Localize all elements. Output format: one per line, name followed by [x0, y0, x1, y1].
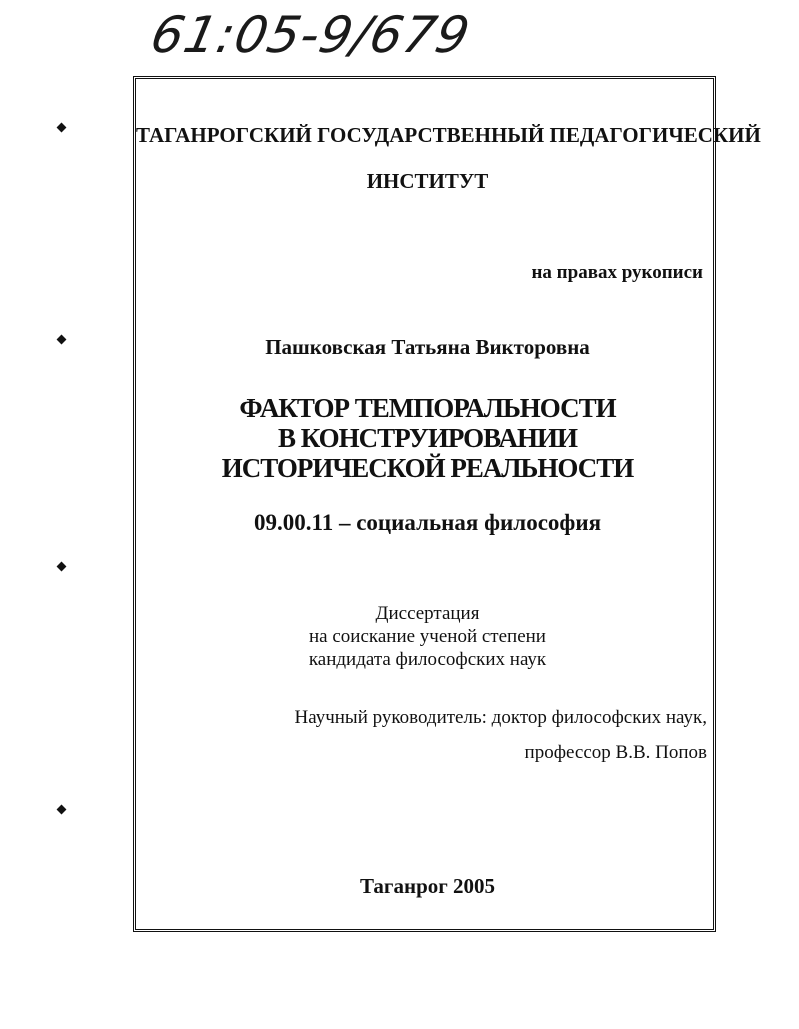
binding-hole-mark — [57, 805, 67, 815]
binding-hole-mark — [57, 562, 67, 572]
title-line-3: ИСТОРИЧЕСКОЙ РЕАЛЬНОСТИ — [221, 453, 634, 483]
dissertation-degree — [136, 602, 719, 671]
manuscript-rights: на правах рукописи — [531, 262, 703, 283]
binding-hole-mark — [57, 123, 67, 133]
supervisor-line-1: Научный руководитель: доктор философских наук, — [294, 707, 707, 728]
supervisor-line-2: профессор В.В. Попов — [524, 742, 707, 763]
title-line-1: ФАКТОР ТЕМПОРАЛЬНОСТИ — [239, 393, 616, 423]
city-year: Таганрог 2005 — [359, 874, 496, 898]
title-page-frame — [133, 76, 761, 932]
degree-line-2: на соискание ученой степени — [309, 626, 546, 647]
institution-line-2: ИНСТИТУТ — [366, 169, 489, 193]
institution-line-1: ТАГАНРОГСКИЙ ГОСУДАРСТВЕННЫЙ ПЕДАГОГИЧЕСКИЙ — [136, 123, 761, 147]
degree-line-1: Диссертация — [375, 603, 480, 624]
handwritten-archive-number: 61:05-9/679 — [145, 6, 476, 64]
dissertation-title — [136, 393, 719, 483]
title-line-2: В КОНСТРУИРОВАНИИ — [278, 423, 577, 453]
degree-line-3: кандидата философских наук — [308, 649, 547, 670]
author-name: Пашковская Татьяна Викторовна — [265, 335, 590, 359]
binding-hole-mark — [57, 335, 67, 345]
specialty-code: 09.00.11 – социальная философия — [253, 510, 602, 535]
